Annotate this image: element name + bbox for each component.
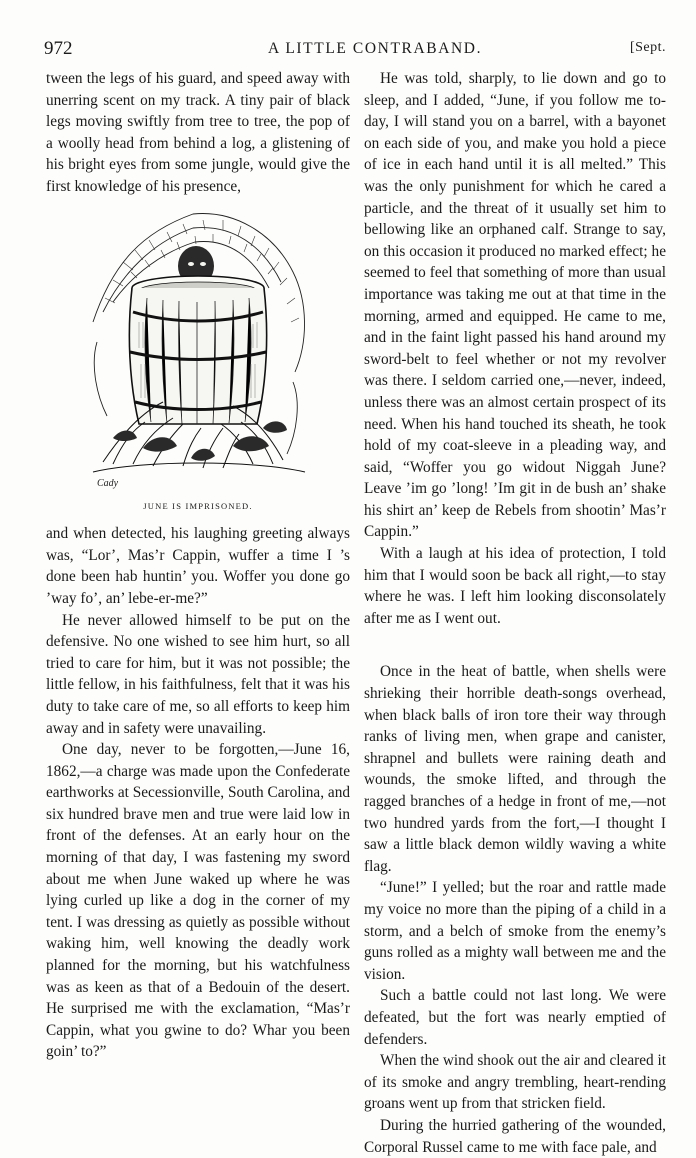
paragraph: When the wind shook out the air and cleared it of its smoke and angry trembling, heart-rending groans went up from that stricken field. — [364, 1052, 666, 1113]
paragraph: One day, never to be forgotten,—June 16, 1862,—a charge was made upon the Confederate earthworks at Secessionville, South Carolina, and six hundred brave men and true were laid low in front of the defenses. At an early hour on the morning of that day, I was fastening my sword about me when June waked up where he was lying curled up like a dog in the corner of my tent. I was dressing as quietly as possible without waking him, well knowing the deadly work planned for the morning, but his watchfulness was as keen as that of a Bedouin of the desert. He surprised me with the exclamation, “Mas’r Cappin, what you gwine to do? Whar you been goin’ to?” — [46, 741, 350, 1061]
paragraph: He never allowed himself to be put on the defensive. No one wished to see him hurt, so all tried to care for him, but it was not possible; the little fellow, in his faithfulness, felt that it was his duty to take care of me, so all efforts to keep him away and in safety were unavailing. — [46, 611, 350, 737]
right-column — [364, 68, 666, 1158]
paragraph: Such a battle could not last long. We were defeated, but the fort was nearly emptied of defenders. — [364, 987, 666, 1048]
paragraph: Once in the heat of battle, when shells were shrieking their horrible death-songs overhead, when black balls of iron tore their way through ranks of living men, when grape and canister, shrapnel and bullets were raining death and wounds, the smoke lifted, and through the ragged branches of a hedge in front of me,—not two hundred yards from the fort,—I thought I saw a little black demon wildly waving a white flag. — [364, 663, 666, 875]
paragraph: He was told, sharply, to lie down and go to sleep, and I added, “June, if you follow me to-day, I will stand you on a barrel, with a bayonet on each side of you, and make you hold a piece of ice in each hand until it is all melted.” This was the only punishment for which he cared a particle, and the threat of it usually set him to bellowing like an orphaned calf. Strange to say, on this occasion it produced no marked effect; he seemed to feel that something of more than usual importance was taking me out at that time in the morning, armed and equipped. He came to me, and in the faint light passed his hand around my sword-belt to feel whether or not my revolver was there. I seldom carried one,—never, indeed, unless there was an almost certain prospect of its need. When his hand touched its sheath, he took hold of my coat-sleeve in a pleading way, and said, “Woffer you go widout Niggah June? Leave ’im go ’long! ’Im git in de bush an’ shake his shirt an’ keep de Rebels from shootin’ Mas’r Cappin.” — [364, 70, 666, 541]
figure-caption: JUNE IS IMPRISONED. — [143, 500, 253, 511]
paragraph: “June!” I yelled; but the roar and rattle made my voice no more than the piping of a child in a storm, and a belch of smoke from the enemy’s guns rolled as a mighty wall between me and the vision. — [364, 879, 666, 983]
running-title: A LITTLE CONTRABAND. — [267, 40, 483, 57]
page-number: 972 — [44, 38, 73, 59]
paragraph: and when detected, his laughing greeting always was, “Lor’, Mas’r Cappin, wuffer a time I ’s done been hab huntin’ you. Woffer you done go ’way fo’, an’ lebe-er-me?” — [46, 525, 350, 607]
left-column — [46, 68, 350, 1063]
paragraph: During the hurried gathering of the wounded, Corporal Russel came to me with face pale, and — [364, 1116, 666, 1156]
issue-month: [Sept. — [629, 40, 666, 55]
boy-in-barrel-illustration — [83, 202, 313, 494]
page-header — [44, 38, 666, 60]
artist-signature: Cady — [97, 477, 119, 489]
illustration-figure — [46, 202, 350, 518]
barrel — [129, 276, 266, 424]
paragraph: tween the legs of his guard, and speed away with unerring scent on my track. A tiny pair of black legs moving swiftly from tree to tree, the pop of a woolly head from behind a log, a glistening of his bright eyes from some jungle, would give the first knowledge of his presence, — [46, 70, 350, 195]
paragraph: With a laugh at his idea of protection, I told him that I would soon be back all right,—to stay where he was. I left him looking disconsolately after me as I went out. — [364, 545, 666, 627]
